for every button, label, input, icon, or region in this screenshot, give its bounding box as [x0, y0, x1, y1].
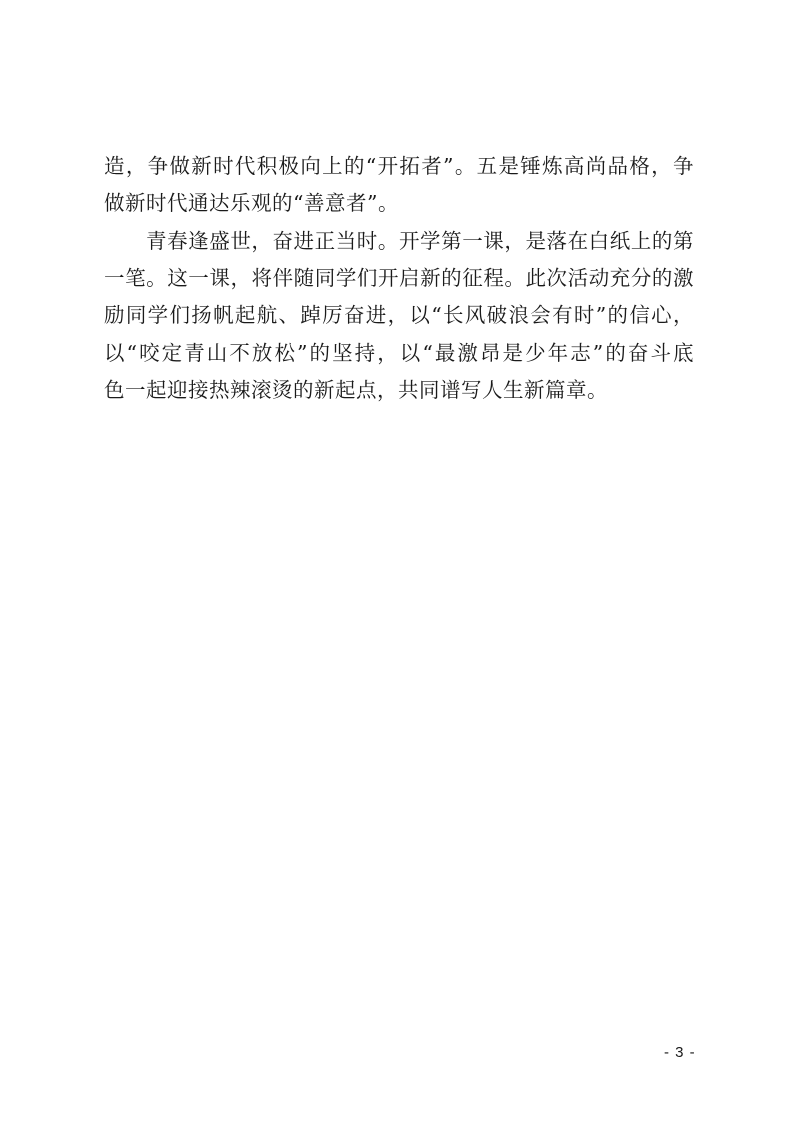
paragraph-1-line-1: 造，争做新时代积极向上的“开拓者”。五是锤炼高尚品格，争	[104, 154, 694, 178]
paragraph-2-line-5: 色一起迎接热辣滚烫的新起点，共同谱写人生新篇章。	[104, 378, 608, 402]
paragraph-1-line-2: 做新时代通达乐观的“善意者”。	[104, 191, 399, 215]
page-number: - 3 -	[664, 1044, 696, 1061]
paragraph-2-line-4: 以“咬定青山不放松”的坚持，以“最激昂是少年志”的奋斗底	[104, 341, 694, 365]
paragraph-2-line-2: 一笔。这一课，将伴随同学们开启新的征程。此次活动充分的激	[104, 266, 694, 290]
paragraph-2-line-3: 励同学们扬帆起航、踔厉奋进，以“长风破浪会有时”的信心，	[104, 303, 694, 327]
paragraph-2-line-1: 青春逢盛世，奋进正当时。开学第一课，是落在白纸上的第	[146, 229, 694, 253]
